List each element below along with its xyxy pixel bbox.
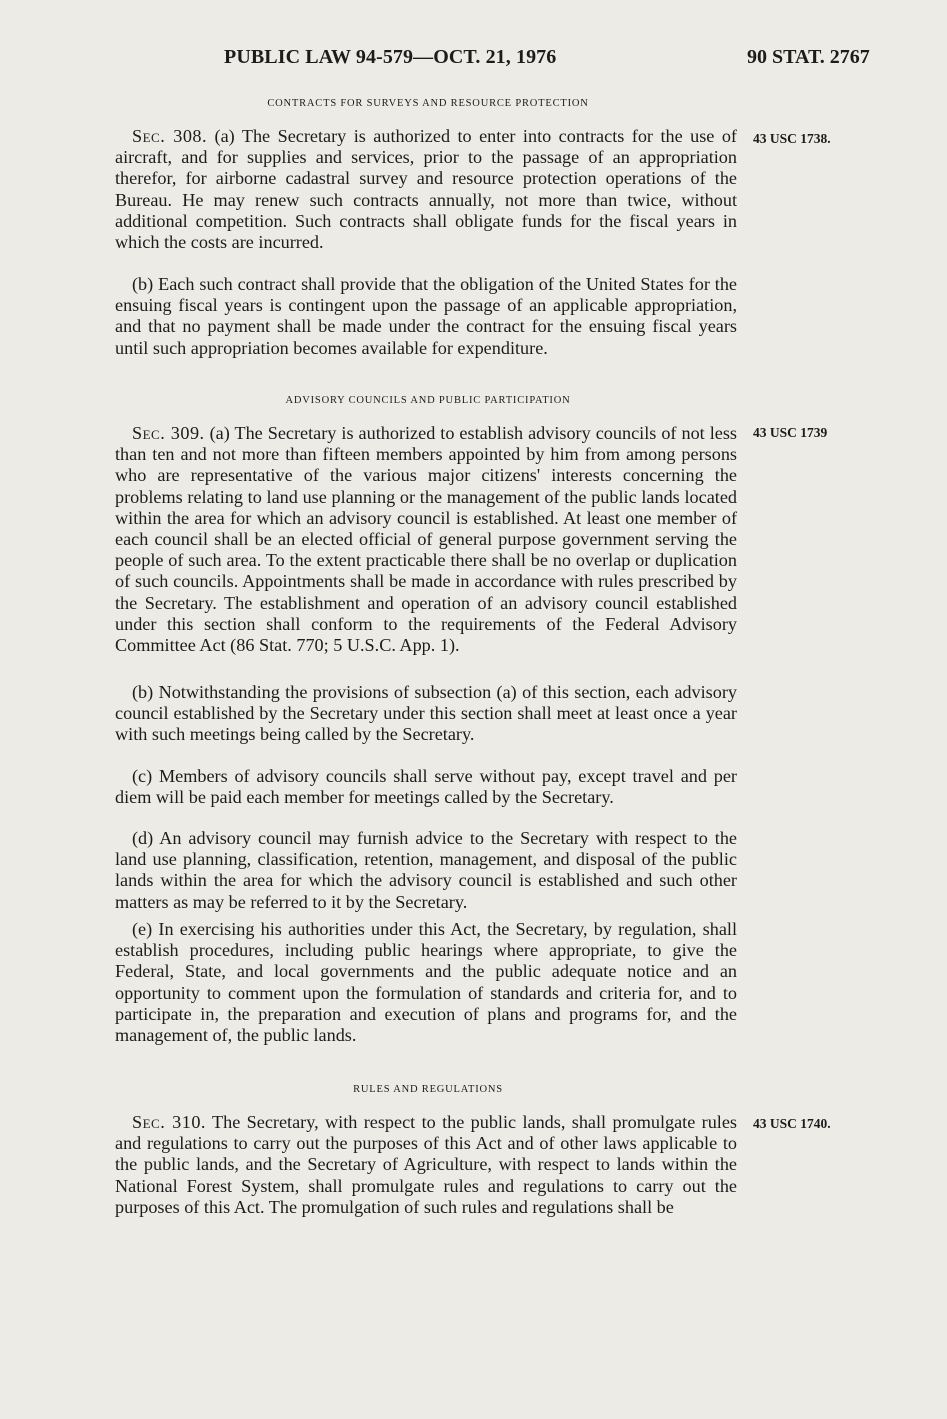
sec-308-paragraph-b: (b) Each such contract shall provide that the obligation of the United States for the ensuing fiscal years is contingent upon the passage of an applicable appropriation, and that no payment shall be made under the contract for the ensuing fiscal years until such appropriation becomes available for expenditure. (115, 274, 737, 358)
sec-309-paragraph-b: (b) Notwithstanding the provisions of subsection (a) of this section, each advisory council established by the Secretary under this section shall meet at least once a year with such meetings being called by the Secretary. (115, 682, 737, 745)
sec-309-paragraph-d: (d) An advisory council may furnish advice to the Secretary with respect to the land use planning, classification, retention, management, and disposal of the public lands within the area for which the advisory council is established and such other matters as may be referred to it by the Secretary. (115, 828, 737, 912)
sec-310-paragraph (115, 1112, 737, 1218)
section-label-308: Sec. 308. (132, 126, 208, 146)
section-label-309: Sec. 309. (132, 423, 205, 443)
sec-309-paragraph-e: (e) In exercising his authorities under this Act, the Secretary, by regulation, shall establish procedures, including public hearings where appropriate, to give the Federal, State, and local governments and the public adequate notice and an opportunity to comment upon the formulation of standards and criteria for, and to participate in, the preparation and execution of plans and programs for, and the management of, the public lands. (115, 919, 737, 1046)
margin-note-1740: 43 USC 1740. (753, 1116, 831, 1131)
margin-note-1738: 43 USC 1738. (753, 131, 831, 146)
paragraph-text: (a) The Secretary is authorized to enter into contracts for the use of aircraft, and for supplies and services, prior to the passage of an appropriation therefor, for airborne cadastral survey and resource protection operations of the Bureau. He may renew such contracts annually, not more than twice, without additional competition. Such contracts shall obligate funds for the fiscal years in which the costs are incurred. (115, 126, 737, 253)
sec-309-paragraph-c: (c) Members of advisory councils shall serve without pay, except travel and per diem will be paid each member for meetings called by the Secretary. (115, 766, 737, 808)
stat-page-number: 90 STAT. 2767 (747, 46, 870, 68)
sec-308-paragraph-a (115, 126, 737, 253)
law-title: PUBLIC LAW 94-579—OCT. 21, 1976 (224, 46, 557, 68)
page-header (0, 46, 947, 76)
sec-309-paragraph-a (115, 423, 737, 656)
paragraph-text: The Secretary, with respect to the public lands, shall promulgate rules and regulations to carry out the purposes of this Act and of other laws applicable to the public lands, and the Secretary of Agriculture, with respect to lands within the National Forest System, shall promulgate rules and regulations to carry out the purposes of this Act. The promulgation of such rules and regulations shall be (115, 1112, 738, 1217)
margin-note-1739: 43 USC 1739 (753, 425, 828, 440)
paragraph-text: (a) The Secretary is authorized to establish advisory councils of not less than ten and not more than fifteen members appointed by him from among persons who are representative of the various major citizens' interests concerning the problems relating to land use planning or the management of the public lands located within the area for which an advisory council is established. At least one member of each council shall be an elected official of general purpose government serving the people of such area. To the extent practicable there shall be no overlap or duplication of such councils. Appointments shall be made in accordance with rules prescribed by the Secretary. The establishment and operation of an advisory council established under this section shall conform to the requirements of the Federal Advisory Committee Act (86 Stat. 770; 5 U.S.C. App. 1). (115, 423, 737, 656)
section-label-310: Sec. 310. (132, 1112, 206, 1132)
section-heading-contracts: CONTRACTS FOR SURVEYS AND RESOURCE PROTECTION (267, 98, 589, 109)
section-heading-rules: RULES AND REGULATIONS (353, 1084, 503, 1095)
section-heading-advisory: ADVISORY COUNCILS AND PUBLIC PARTICIPATION (285, 395, 571, 406)
